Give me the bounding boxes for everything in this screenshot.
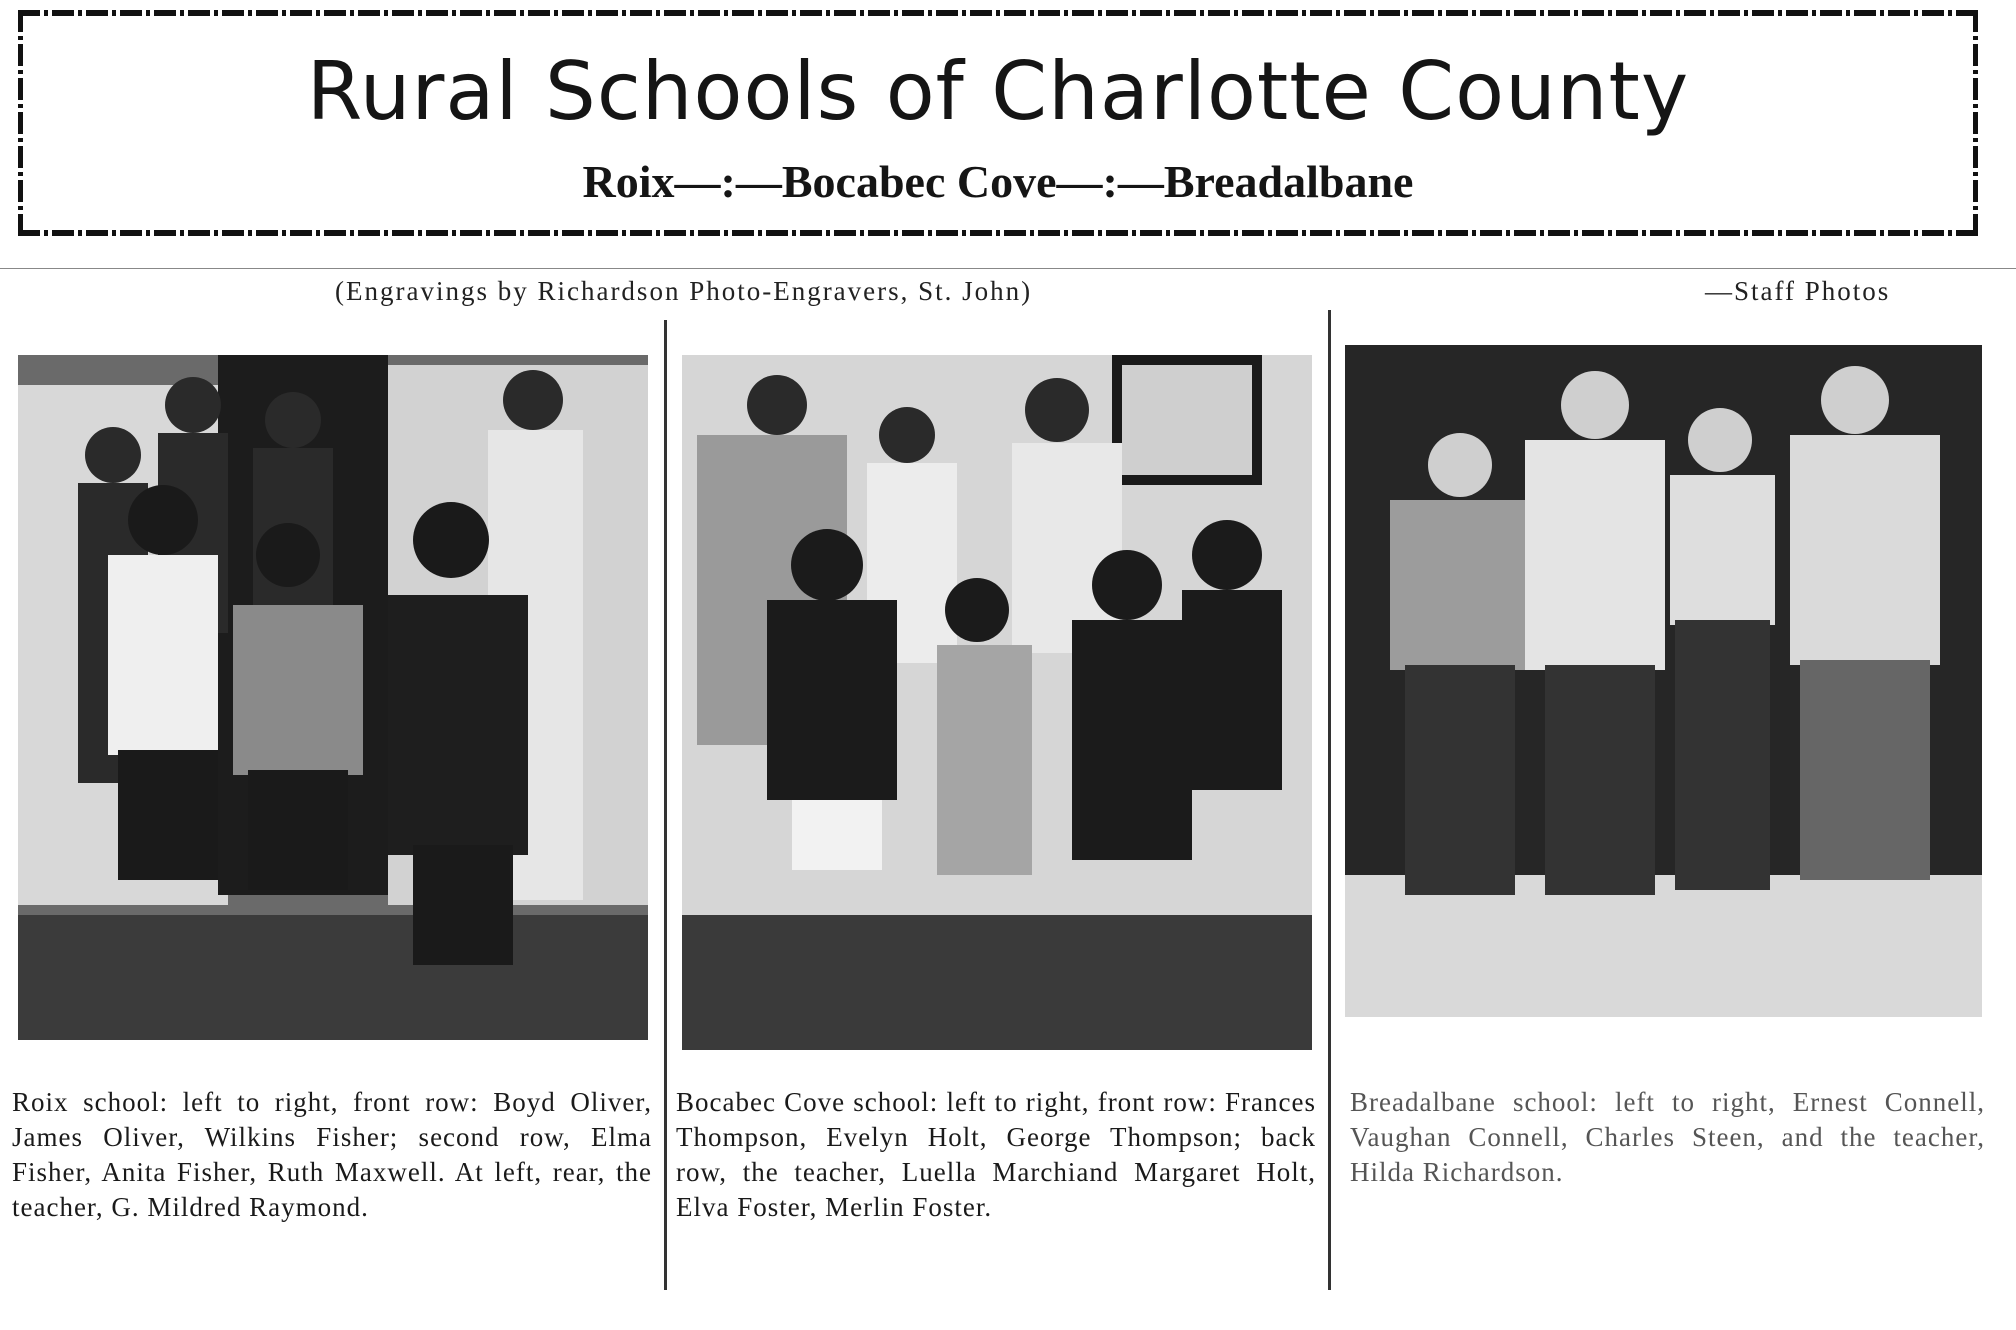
bocabec-cove-caption: Bocabec Cove school: left to right, front row: Frances Thompson, Evelyn Holt, George Thompson; back row, the teacher, Luella Marchiand Margaret Holt, Elva Foster, Merlin Foster. bbox=[676, 1087, 1316, 1222]
roix-caption: Roix school: left to right, front row: Boyd Oliver, James Oliver, Wilkins Fisher; second row, Elma Fisher, Anita Fisher, Ruth Maxwell. At left, rear, the teacher, G. Mildred Raymond. bbox=[12, 1087, 652, 1222]
section-divider bbox=[0, 268, 2016, 269]
engraving-credit: (Engravings by Richardson Photo-Engravers, St. John) bbox=[335, 276, 1033, 306]
bocabec-cove-school-photo bbox=[682, 355, 1312, 1050]
banner-border-bottom bbox=[18, 230, 1978, 236]
headline: Rural Schools of Charlotte County bbox=[306, 45, 1690, 138]
photo-credit: —Staff Photos bbox=[1705, 276, 1891, 306]
roix-school-photo bbox=[18, 355, 648, 1040]
column-rule-2 bbox=[1328, 310, 1331, 1290]
headline-banner bbox=[18, 10, 1978, 236]
banner-border-top bbox=[18, 10, 1978, 16]
breadalbane-school-photo bbox=[1345, 345, 1982, 1017]
subhead: Roix—:—Bocabec Cove—:—Breadalbane bbox=[582, 156, 1414, 207]
column-rule-1 bbox=[664, 320, 667, 1290]
breadalbane-caption: Breadalbane school: left to right, Ernest Connell, Vaughan Connell, Charles Steen, and the teacher, Hilda Richardson. bbox=[1350, 1087, 1985, 1187]
